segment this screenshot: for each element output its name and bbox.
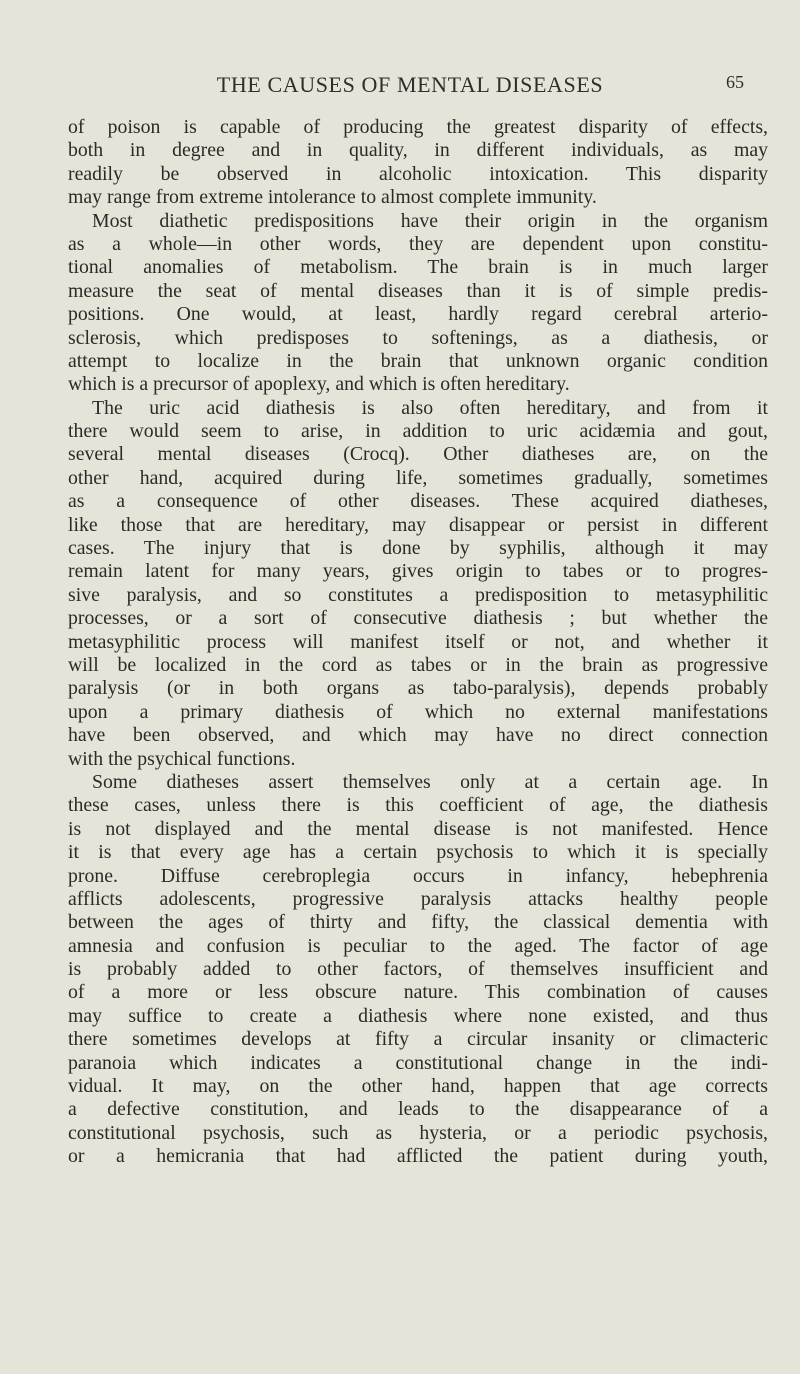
text-line: sclerosis, which predisposes to softenings, as a diathesis, or [68,326,768,349]
body-text [68,116,768,1169]
text-line: constitutional psychosis, such as hysteria, or a periodic psychosis, [68,1121,768,1144]
text-line: cases. The injury that is done by syphilis, although it may [68,537,768,560]
text-line: prone. Diffuse cerebroplegia occurs in infancy, hebephrenia [68,864,768,887]
text-line: positions. One would, at least, hardly regard cerebral arterio- [68,303,768,326]
text-line: which is a precursor of apoplexy, and which is often hereditary. [68,373,570,396]
text-line: between the ages of thirty and fifty, the classical dementia with [68,911,768,934]
text-line: other hand, acquired during life, sometimes gradually, sometimes [68,466,768,489]
text-line: have been observed, and which may have no direct connection [68,724,768,747]
text-line: it is that every age has a certain psychosis to which it is specially [68,841,768,864]
text-line: vidual. It may, on the other hand, happen that age corrects [68,1075,768,1098]
text-line: like those that are hereditary, may disappear or persist in different [68,513,768,536]
running-title: THE CAUSES OF MENTAL DISEASES [216,72,604,97]
text-line: several mental diseases (Crocq). Other diatheses are, on the [68,443,768,466]
text-line: sive paralysis, and so constitutes a predisposition to metasyphilitic [68,583,768,606]
text-line: paralysis (or in both organs as tabo-paralysis), depends probably [68,677,768,700]
text-line: or a hemicrania that had afflicted the patient during youth, [68,1145,768,1168]
text-line: these cases, unless there is this coefficient of age, the diathesis [68,794,768,817]
text-line: processes, or a sort of consecutive diathesis ; but whether the [68,607,768,630]
text-line: paranoia which indicates a constitutional change in the indi- [68,1051,768,1074]
text-line: is not displayed and the mental disease is not manifested. Hence [68,817,768,840]
text-line: as a whole—in other words, they are dependent upon constitu- [68,232,768,255]
text-line: will be localized in the cord as tabes or in the brain as progressive [68,653,768,676]
text-line: of a more or less obscure nature. This combination of causes [68,981,768,1004]
text-line: as a consequence of other diseases. These acquired diatheses, [68,490,768,513]
text-line: measure the seat of mental diseases than it is of simple predis- [68,279,768,302]
text-line: metasyphilitic process will manifest itself or not, and whether it [68,630,768,653]
text-line: a defective constitution, and leads to the disappearance of a [68,1098,768,1121]
text-line: readily be observed in alcoholic intoxication. This disparity [68,162,768,185]
text-line: both in degree and in quality, in different individuals, as may [68,139,768,162]
text-line: remain latent for many years, gives origin to tabes or to progres- [68,560,768,583]
text-line: afflicts adolescents, progressive paralysis attacks healthy people [68,887,768,910]
text-line: tional anomalies of metabolism. The brain is in much larger [68,256,768,279]
text-line: is probably added to other factors, of themselves insufficient and [68,958,768,981]
text-line: Some diatheses assert themselves only at a certain age. In [92,770,768,793]
text-line: may range from extreme intolerance to almost complete immunity. [68,186,597,209]
text-line: with the psychical functions. [68,747,296,770]
page-number: 65 [726,72,744,92]
text-line: there would seem to arise, in addition to uric acidæmia and gout, [68,420,768,443]
text-line: amnesia and confusion is peculiar to the aged. The factor of age [68,934,768,957]
text-line: may suffice to create a diathesis where none existed, and thus [68,1004,768,1027]
text-line: of poison is capable of producing the greatest disparity of effects, [68,116,768,138]
text-line: Most diathetic predispositions have their origin in the organism [92,209,768,232]
text-line: there sometimes develops at fifty a circular insanity or climacteric [68,1028,768,1051]
text-line: upon a primary diathesis of which no external manifestations [68,700,768,723]
text-line: attempt to localize in the brain that unknown organic condition [68,349,768,372]
text-line: The uric acid diathesis is also often hereditary, and from it [92,396,768,419]
